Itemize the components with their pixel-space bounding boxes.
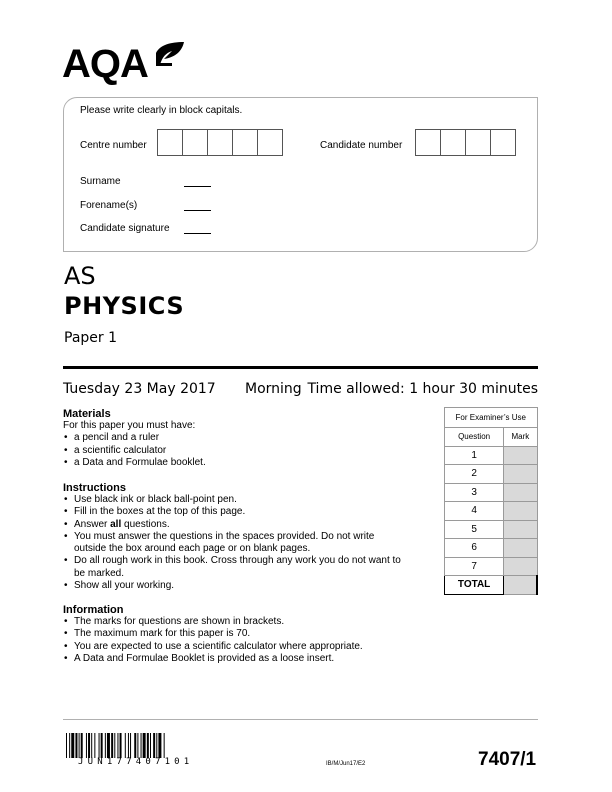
centre-digit-box[interactable]	[157, 129, 183, 156]
exam-date: Tuesday 23 May 2017	[63, 381, 216, 397]
mark-column-header: Mark	[504, 428, 537, 447]
centre-digit-box[interactable]	[257, 129, 283, 156]
forename-label: Forename(s)	[80, 200, 138, 211]
logo-leaf-icon	[154, 41, 186, 67]
table-row: 2	[445, 465, 538, 484]
materials-list	[63, 432, 423, 469]
table-row: 3	[445, 483, 538, 502]
list-item: • Fill in the boxes at the top of this page.	[63, 506, 408, 518]
list-item: • a Data and Formulae booklet.	[63, 457, 423, 469]
candidate-digit-box[interactable]	[490, 129, 516, 156]
table-row: 6	[445, 539, 538, 558]
list-item: • You are expected to use a scientific calculator where appropriate.	[63, 641, 423, 653]
candidate-details-box	[63, 97, 538, 252]
mark-cell	[504, 557, 537, 576]
barcode-image	[66, 733, 244, 758]
question-column-header: Question	[445, 428, 504, 447]
aqa-logo	[62, 40, 192, 88]
centre-digit-box[interactable]	[207, 129, 233, 156]
mark-cell	[504, 520, 537, 539]
mark-cell	[504, 446, 537, 465]
candidate-number-label: Candidate number	[320, 140, 403, 151]
signature-label: Candidate signature	[80, 223, 170, 234]
logo-text: AQA	[62, 42, 148, 86]
centre-digit-box[interactable]	[182, 129, 208, 156]
instructions-section	[63, 482, 408, 592]
block-capitals-instruction: Please write clearly in block capitals.	[80, 105, 243, 116]
centre-number-boxes[interactable]	[157, 129, 283, 156]
mark-cell	[504, 502, 537, 521]
time-allowed: Time allowed: 1 hour 30 minutes	[307, 381, 538, 397]
list-item: • Show all your working.	[63, 580, 408, 592]
title-divider	[63, 366, 538, 369]
table-row: 1	[445, 446, 538, 465]
list-item: • Answer all questions.	[63, 519, 408, 531]
list-item: • Use black ink or black ball-point pen.	[63, 494, 408, 506]
list-item: • a scientific calculator	[63, 445, 423, 457]
mark-cell	[504, 483, 537, 502]
examiner-table-title: For Examiner’s Use	[445, 408, 538, 428]
signature-field[interactable]	[184, 233, 211, 234]
examiner-use-table	[444, 407, 538, 595]
total-row	[445, 576, 538, 595]
barcode-text: JUN177407101	[78, 757, 194, 767]
list-item: • The marks for questions are shown in brackets.	[63, 616, 423, 628]
list-item: • A Data and Formulae Booklet is provided as a loose insert.	[63, 653, 423, 665]
list-item: • The maximum mark for this paper is 70.	[63, 628, 423, 640]
materials-section	[63, 408, 423, 469]
instructions-list	[63, 494, 408, 592]
paper-reference: IB/M/Jun17/E2	[326, 761, 366, 767]
surname-label: Surname	[80, 176, 121, 187]
total-mark-cell	[504, 576, 537, 595]
paper-code: 7407/1	[478, 749, 537, 770]
candidate-digit-box[interactable]	[415, 129, 441, 156]
centre-number-label: Centre number	[80, 140, 147, 151]
materials-intro: For this paper you must have:	[63, 420, 196, 431]
instructions-heading: Instructions	[63, 482, 126, 494]
candidate-digit-box[interactable]	[440, 129, 466, 156]
information-list	[63, 616, 423, 665]
candidate-number-boxes[interactable]	[415, 129, 516, 156]
information-heading: Information	[63, 604, 124, 616]
list-item: • Do all rough work in this book. Cross through any work you do not want to be marked.	[63, 555, 408, 580]
forename-field[interactable]	[184, 210, 211, 211]
table-row: 4	[445, 502, 538, 521]
table-row: 5	[445, 520, 538, 539]
exam-session: Morning	[245, 381, 302, 397]
footer-divider	[63, 719, 538, 720]
table-row: 7	[445, 557, 538, 576]
candidate-digit-box[interactable]	[465, 129, 491, 156]
subject-title: PHYSICS	[64, 292, 185, 320]
total-label: TOTAL	[445, 576, 504, 595]
mark-cell	[504, 465, 537, 484]
qualification-level: AS	[64, 262, 96, 290]
centre-digit-box[interactable]	[232, 129, 258, 156]
information-section	[63, 604, 423, 665]
mark-cell	[504, 539, 537, 558]
list-item: • a pencil and a ruler	[63, 432, 423, 444]
materials-heading: Materials	[63, 408, 111, 420]
paper-name: Paper 1	[64, 330, 118, 346]
surname-field[interactable]	[184, 186, 211, 187]
list-item: • You must answer the questions in the spaces provided. Do not write outside the box around each page or on blank pages.	[63, 531, 408, 556]
